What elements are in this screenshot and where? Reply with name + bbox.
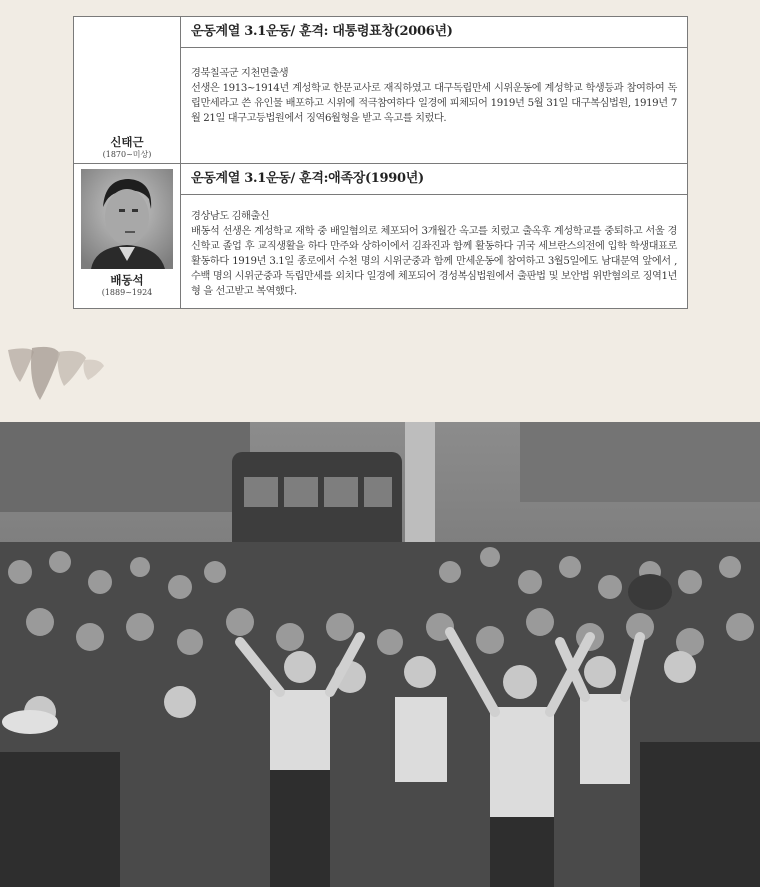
birthplace-text: 경북칠곡군 지천면출생	[191, 68, 289, 79]
biography-table	[73, 16, 688, 309]
entry-heading: 운동계열 3.1운동/ 훈격:애족장(1990년)	[181, 164, 687, 195]
person-name: 신태근	[110, 135, 144, 149]
entry-content	[181, 164, 687, 309]
entry-body	[181, 209, 687, 299]
entry-content	[181, 17, 687, 163]
portrait-photo	[81, 169, 173, 269]
person-name: 배동석	[110, 273, 144, 287]
portrait-cell	[74, 164, 181, 309]
person-years: (1889~1924	[101, 288, 153, 297]
portrait-cell	[74, 17, 181, 163]
biography-text: 배동석 선생은 계성학교 재학 중 배일혐의로 체포되어 3개월간 옥고를 치렀고 출옥후 계성학교를 중퇴하고 서울 경신학교 졸업 후 교직생활을 하다 만주와 상하이에서 김좌진과 함께 활동하다 귀국 세브란스의전에 입학 학생대표로 활동하다 1919년 3.1일 종로에서 수천 명의 시위군중과 함께 만세운동에 참여하고 3월5일에도 남대문역 앞에서 ,수백 명의 시위군중과 독립만세를 외치다 일경에 체포되어 경성복심법원에서 출판법 및 보안법 위반혐의로 징역1년형 을 선고받고 복역했다.	[191, 226, 677, 297]
brush-stroke-decoration	[0, 342, 120, 412]
historical-crowd-photo	[0, 422, 760, 887]
entry-row-shin-taegeun	[74, 17, 687, 163]
person-years: (1870~미상)	[102, 150, 152, 159]
entry-row-bae-dongseok	[74, 163, 687, 309]
entry-body	[181, 66, 687, 126]
birthplace-text: 경상남도 김해출신	[191, 211, 270, 222]
biography-text: 선생은 1913~1914년 계성학교 한문교사로 재직하였고 대구독립만세 시위운동에 계성학교 학생등과 참여하여 독립만세라고 쓴 유인물 배포하고 시위에 적극참여하다 일경에 피체되어 1919년 5월 31일 대구복심법원, 1919년 7월 21일 대구고등법원에서 징역6월형을 받고 옥고를 치렀다.	[191, 83, 677, 124]
entry-heading: 운동계열 3.1운동/ 훈격: 대통령표창(2006년)	[181, 17, 687, 48]
